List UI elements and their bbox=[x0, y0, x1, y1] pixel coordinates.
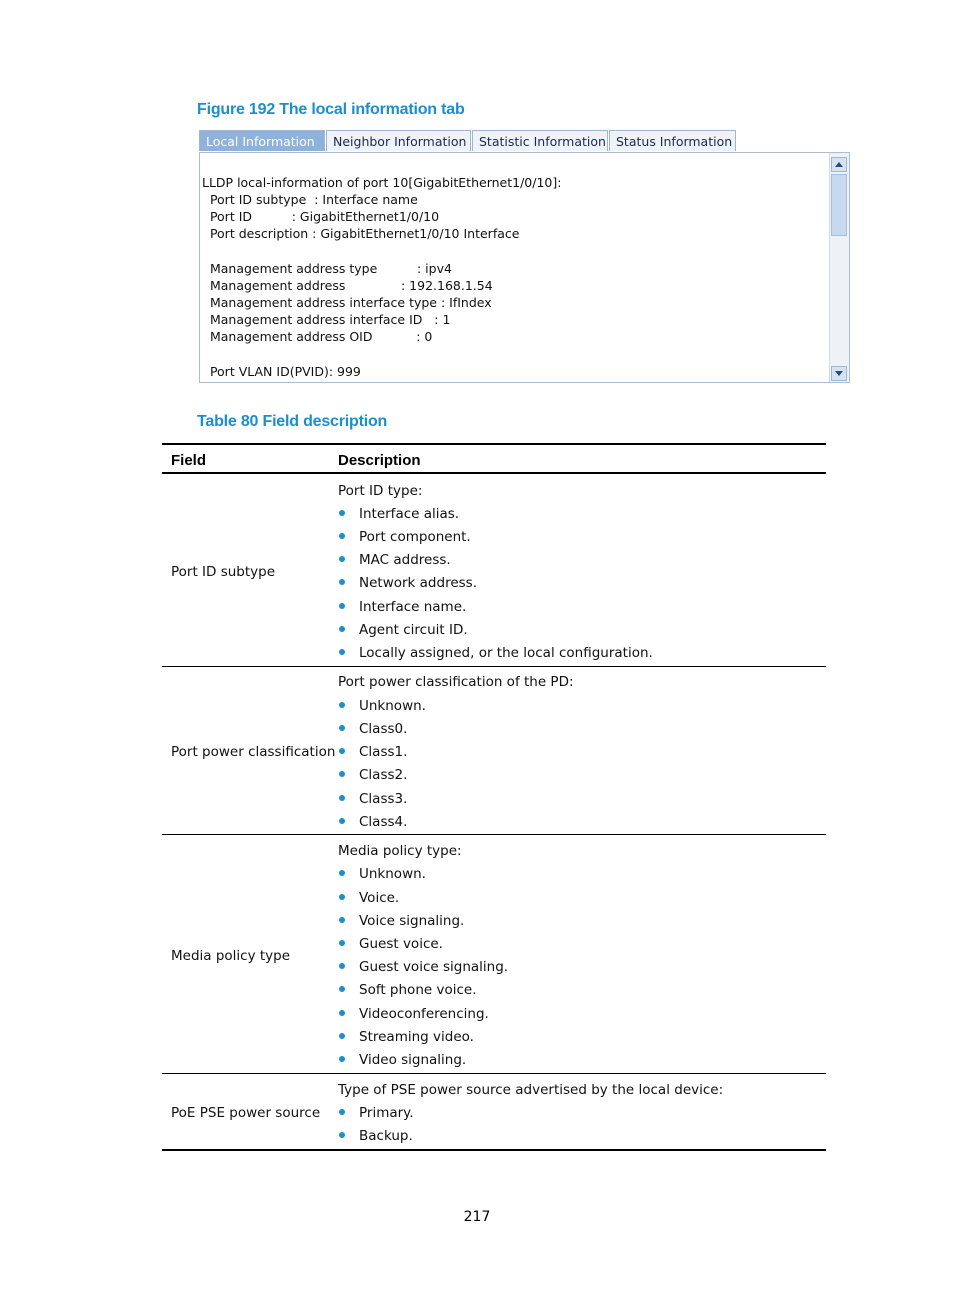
field-media-policy-type: Media policy type bbox=[171, 948, 291, 964]
description-intro: Port ID type: bbox=[338, 483, 423, 499]
page-number: 217 bbox=[463, 1209, 491, 1225]
description-intro: Media policy type: bbox=[338, 843, 462, 859]
list-item: Class0. bbox=[338, 721, 407, 737]
bullet-icon bbox=[339, 510, 345, 516]
tab-bar bbox=[199, 130, 737, 152]
scroll-up-button[interactable] bbox=[831, 157, 847, 172]
bullet-icon bbox=[339, 1132, 345, 1138]
bullet-icon bbox=[339, 603, 345, 609]
bullet-icon bbox=[339, 795, 345, 801]
bullet-icon bbox=[339, 556, 345, 562]
field-poe-pse-power-source: PoE PSE power source bbox=[171, 1105, 321, 1121]
output-line: Port VLAN ID(PVID): 999 bbox=[202, 364, 361, 379]
bullet-icon bbox=[339, 963, 345, 969]
bullet-icon bbox=[339, 626, 345, 632]
bullet-icon bbox=[339, 917, 345, 923]
output-line: Port ID : GigabitEthernet1/0/10 bbox=[202, 209, 440, 224]
arrow-down-icon bbox=[835, 371, 843, 376]
output-line: Management address type : ipv4 bbox=[202, 261, 452, 276]
bullet-icon bbox=[339, 533, 345, 539]
vertical-scrollbar[interactable] bbox=[829, 153, 849, 382]
list-item: Voice signaling. bbox=[338, 913, 464, 929]
table-bottom-rule bbox=[162, 1149, 826, 1151]
list-item: Backup. bbox=[338, 1128, 413, 1144]
list-item: Network address. bbox=[338, 575, 477, 591]
bullet-icon bbox=[339, 1109, 345, 1115]
list-item: Class3. bbox=[338, 791, 407, 807]
table-caption: Table 80 Field description bbox=[197, 413, 388, 430]
scroll-down-button[interactable] bbox=[831, 366, 847, 381]
bullet-icon bbox=[339, 986, 345, 992]
list-item: Streaming video. bbox=[338, 1029, 474, 1045]
list-item: Class2. bbox=[338, 767, 407, 783]
list-item: Interface alias. bbox=[338, 506, 459, 522]
tab-local-information[interactable]: Local Information bbox=[199, 130, 325, 151]
list-item: Videoconferencing. bbox=[338, 1006, 489, 1022]
table-top-rule bbox=[162, 443, 826, 445]
description-intro: Port power classification of the PD: bbox=[338, 674, 574, 690]
tab-statistic-information[interactable]: Statistic Information bbox=[472, 130, 608, 151]
bullet-icon bbox=[339, 870, 345, 876]
output-line: Management address : 192.168.1.54 bbox=[202, 278, 493, 293]
bullet-icon bbox=[339, 748, 345, 754]
list-item: Guest voice signaling. bbox=[338, 959, 508, 975]
arrow-up-icon bbox=[835, 162, 843, 167]
list-item: Interface name. bbox=[338, 599, 466, 615]
list-item: Primary. bbox=[338, 1105, 414, 1121]
output-line: Management address OID : 0 bbox=[202, 329, 433, 344]
row-divider bbox=[162, 666, 826, 667]
bullet-icon bbox=[339, 725, 345, 731]
list-item: Class1. bbox=[338, 744, 407, 760]
list-item: MAC address. bbox=[338, 552, 451, 568]
list-item: Class4. bbox=[338, 814, 407, 830]
header-field: Field bbox=[171, 452, 207, 469]
row-divider bbox=[162, 834, 826, 835]
list-item: Agent circuit ID. bbox=[338, 622, 468, 638]
tab-neighbor-information[interactable]: Neighbor Information bbox=[326, 130, 471, 151]
list-item: Guest voice. bbox=[338, 936, 443, 952]
header-description: Description bbox=[338, 452, 421, 469]
output-line: Port ID subtype : Interface name bbox=[202, 192, 418, 207]
row-divider bbox=[162, 1073, 826, 1074]
bullet-icon bbox=[339, 1056, 345, 1062]
field-port-id-subtype: Port ID subtype bbox=[171, 564, 276, 580]
output-line: Port description : GigabitEthernet1/0/10 Interface bbox=[202, 226, 520, 241]
field-port-power-classification: Port power classification bbox=[171, 744, 336, 760]
local-information-panel bbox=[199, 152, 850, 383]
list-item: Soft phone voice. bbox=[338, 982, 477, 998]
list-item: Voice. bbox=[338, 890, 399, 906]
bullet-icon bbox=[339, 649, 345, 655]
bullet-icon bbox=[339, 818, 345, 824]
figure-caption: Figure 192 The local information tab bbox=[197, 101, 465, 118]
list-item: Unknown. bbox=[338, 698, 426, 714]
output-line: LLDP local-information of port 10[GigabitEthernet1/0/10]: bbox=[202, 175, 562, 190]
bullet-icon bbox=[339, 894, 345, 900]
tab-status-information[interactable]: Status Information bbox=[609, 130, 736, 151]
scroll-thumb[interactable] bbox=[831, 174, 847, 236]
list-item: Video signaling. bbox=[338, 1052, 466, 1068]
bullet-icon bbox=[339, 702, 345, 708]
bullet-icon bbox=[339, 1033, 345, 1039]
bullet-icon bbox=[339, 940, 345, 946]
description-intro: Type of PSE power source advertised by the local device: bbox=[338, 1082, 724, 1098]
list-item: Locally assigned, or the local configuration. bbox=[338, 645, 653, 661]
output-line: Management address interface ID : 1 bbox=[202, 312, 451, 327]
list-item: Unknown. bbox=[338, 866, 426, 882]
table-header-rule bbox=[162, 472, 826, 474]
bullet-icon bbox=[339, 771, 345, 777]
list-item: Port component. bbox=[338, 529, 471, 545]
bullet-icon bbox=[339, 579, 345, 585]
output-line: Management address interface type : IfIndex bbox=[202, 295, 492, 310]
bullet-icon bbox=[339, 1010, 345, 1016]
